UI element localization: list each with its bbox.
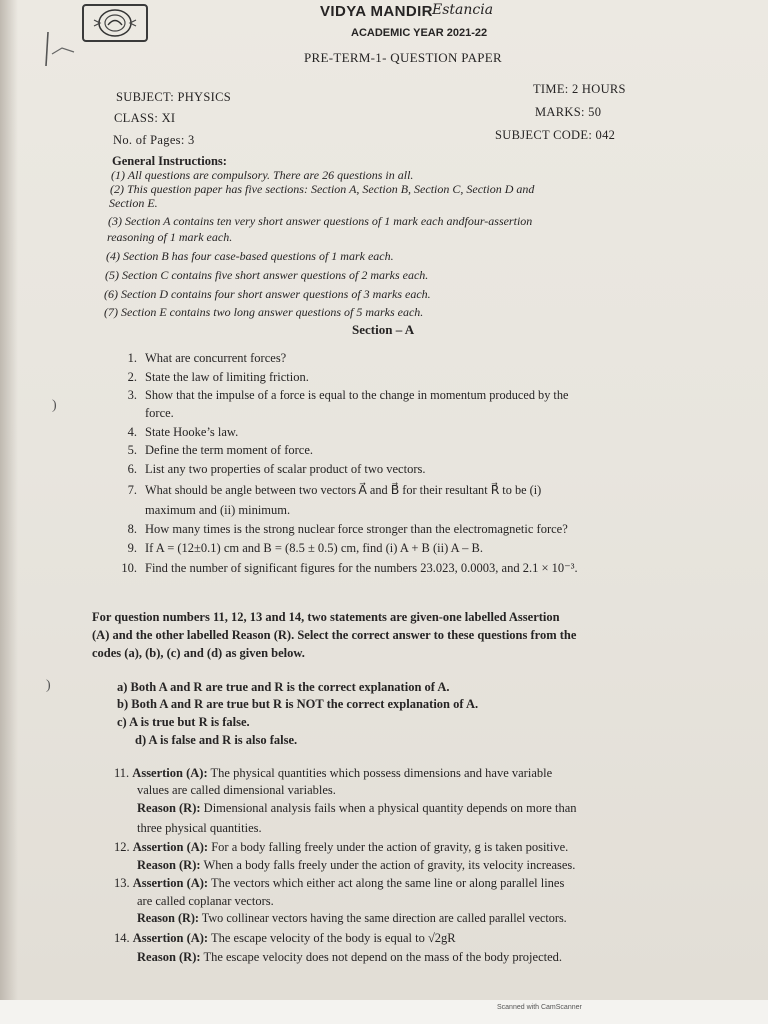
question-number: 3. [127,388,137,402]
margin-mark: ) [46,678,51,693]
instruction-line: (4) Section B has four case-based questions of 1 mark each. [106,249,394,263]
subject-code-label: SUBJECT CODE: 042 [495,128,616,142]
question-text: Find the number of significant figures for the numbers 23.023, 0.0003, and 2.1 × 10⁻³. [145,561,578,575]
question-item [115,388,568,403]
instruction-line: (7) Section E contains two long answer questions of 5 marks each. [104,305,424,319]
reason-label: Reason (R): [137,801,201,815]
question-item [115,425,238,440]
subject-label: SUBJECT: PHYSICS [116,90,231,104]
reason-item [137,858,575,873]
question-text: Define the term moment of force. [145,443,313,457]
time-label: TIME: 2 HOURS [533,82,626,96]
paper-title: PRE-TERM-1- QUESTION PAPER [304,50,503,65]
assertion-intro-line: For question numbers 11, 12, 13 and 14, two statements are given-one labelled Assertion [92,610,560,624]
reason-item [137,801,577,816]
instruction-line: reasoning of 1 mark each. [107,230,233,244]
answer-code: c) A is true but R is false. [117,715,250,729]
question-item [115,462,425,477]
question-text: State the law of limiting friction. [145,370,309,384]
assertion-item [114,876,564,891]
reason-text: The escape velocity does not depend on the mass of the body projected. [203,950,563,964]
assertion-text: The escape velocity of the body is equal to √2gR [211,931,456,945]
instruction-line: (6) Section D contains four short answer questions of 3 marks each. [104,287,431,301]
reason-label: Reason (R): [137,911,199,925]
scanner-footer [0,1000,768,1024]
scanner-watermark: Scanned with CamScanner [497,1004,582,1011]
reason-text: Two collinear vectors having the same direction are called parallel vectors. [201,911,567,925]
assertion-label: Assertion (A): [132,766,208,780]
assertion-continuation: are called coplanar vectors. [137,894,274,908]
assertion-label: Assertion (A): [132,840,209,854]
answer-code: a) Both A and R are true and R is the correct explanation of A. [117,680,450,694]
marks-label: MARKS: 50 [535,105,602,119]
school-logo [82,4,148,42]
question-number: 6. [127,462,137,476]
question-text: force. [145,406,174,420]
question-number: 13. [114,876,130,890]
instruction-line: (2) This question paper has five sections: Section A, Section B, Section C, Section D and [110,182,535,196]
instruction-line: Section E. [109,196,158,210]
instruction-line: (1) All questions are compulsory. There are 26 questions in all. [111,168,414,182]
reason-item [137,911,567,926]
question-text: If A = (12±0.1) cm and B = (8.5 ± 0.5) cm, find (i) A + B (ii) A – B. [145,541,483,555]
reason-text: When a body falls freely under the action of gravity, its velocity increases. [203,858,576,872]
school-script-name: Estancia [432,2,494,18]
margin-pen-mark [40,30,80,70]
question-item [115,351,286,366]
question-item [115,406,174,421]
question-item [115,370,309,385]
margin-mark: ) [52,398,57,413]
assertion-text: For a body falling freely under the action of gravity, g is taken positive. [211,840,569,854]
question-item [115,522,568,537]
question-item [115,560,578,576]
question-number: 4. [127,425,137,439]
assertion-label: Assertion (A): [132,931,209,945]
question-text: maximum and (ii) minimum. [145,503,291,517]
question-number: 11. [114,766,130,780]
question-text: How many times is the strong nuclear force stronger than the electromagnetic force? [145,522,568,536]
question-number: 14. [114,931,130,945]
reason-label: Reason (R): [137,950,201,964]
question-item [115,483,541,498]
pages-label: No. of Pages: 3 [113,133,195,147]
question-text: What are concurrent forces? [145,351,287,365]
reason-text: Dimensional analysis fails when a physical quantity depends on more than [203,801,577,815]
reason-continuation: three physical quantities. [137,821,262,835]
question-number: 1. [127,351,137,365]
question-number: 12. [114,840,130,854]
academic-year: ACADEMIC YEAR 2021-22 [351,27,488,39]
section-a-title: Section – A [352,322,415,337]
assertion-text: The physical quantities which possess dimensions and have variable [210,766,553,780]
question-item [115,503,290,518]
assertion-item [114,766,552,781]
question-item [115,443,313,458]
assertion-intro-line: codes (a), (b), (c) and (d) as given below. [92,646,305,660]
question-number: 2. [127,370,137,384]
assertion-continuation: values are called dimensional variables. [137,783,336,797]
question-text: List any two properties of scalar product of two vectors. [145,462,426,476]
assertion-label: Assertion (A): [132,876,209,890]
question-number: 8. [127,522,137,536]
class-label: CLASS: XI [114,111,176,125]
question-number: 9. [127,541,137,555]
assertion-text: The vectors which either act along the same line or along parallel lines [211,876,565,890]
school-name: VIDYA MANDIR [320,3,433,20]
assertion-item [114,931,456,946]
instruction-line: (5) Section C contains five short answer questions of 2 marks each. [105,268,429,282]
question-number: 7. [127,483,137,497]
assertion-item [114,840,568,855]
question-number: 5. [127,443,137,457]
question-text: What should be angle between two vectors A⃗ and B⃗ for their resultant R⃗ to be (i) [145,483,542,497]
instructions-heading: General Instructions: [112,154,227,168]
question-text: State Hooke’s law. [145,425,239,439]
reason-item [137,950,562,965]
answer-code: b) Both A and R are true but R is NOT the correct explanation of A. [117,697,479,711]
reason-label: Reason (R): [137,858,201,872]
question-text: Show that the impulse of a force is equal to the change in momentum produced by the [145,388,569,402]
instruction-line: (3) Section A contains ten very short answer questions of 1 mark each andfour-assertion [108,214,533,228]
answer-code: d) A is false and R is also false. [135,733,298,747]
question-item [115,541,483,556]
assertion-intro-line: (A) and the other labelled Reason (R). Select the correct answer to these questions from the [92,628,577,642]
page-shadow [0,0,18,1000]
question-number: 10. [121,561,137,575]
